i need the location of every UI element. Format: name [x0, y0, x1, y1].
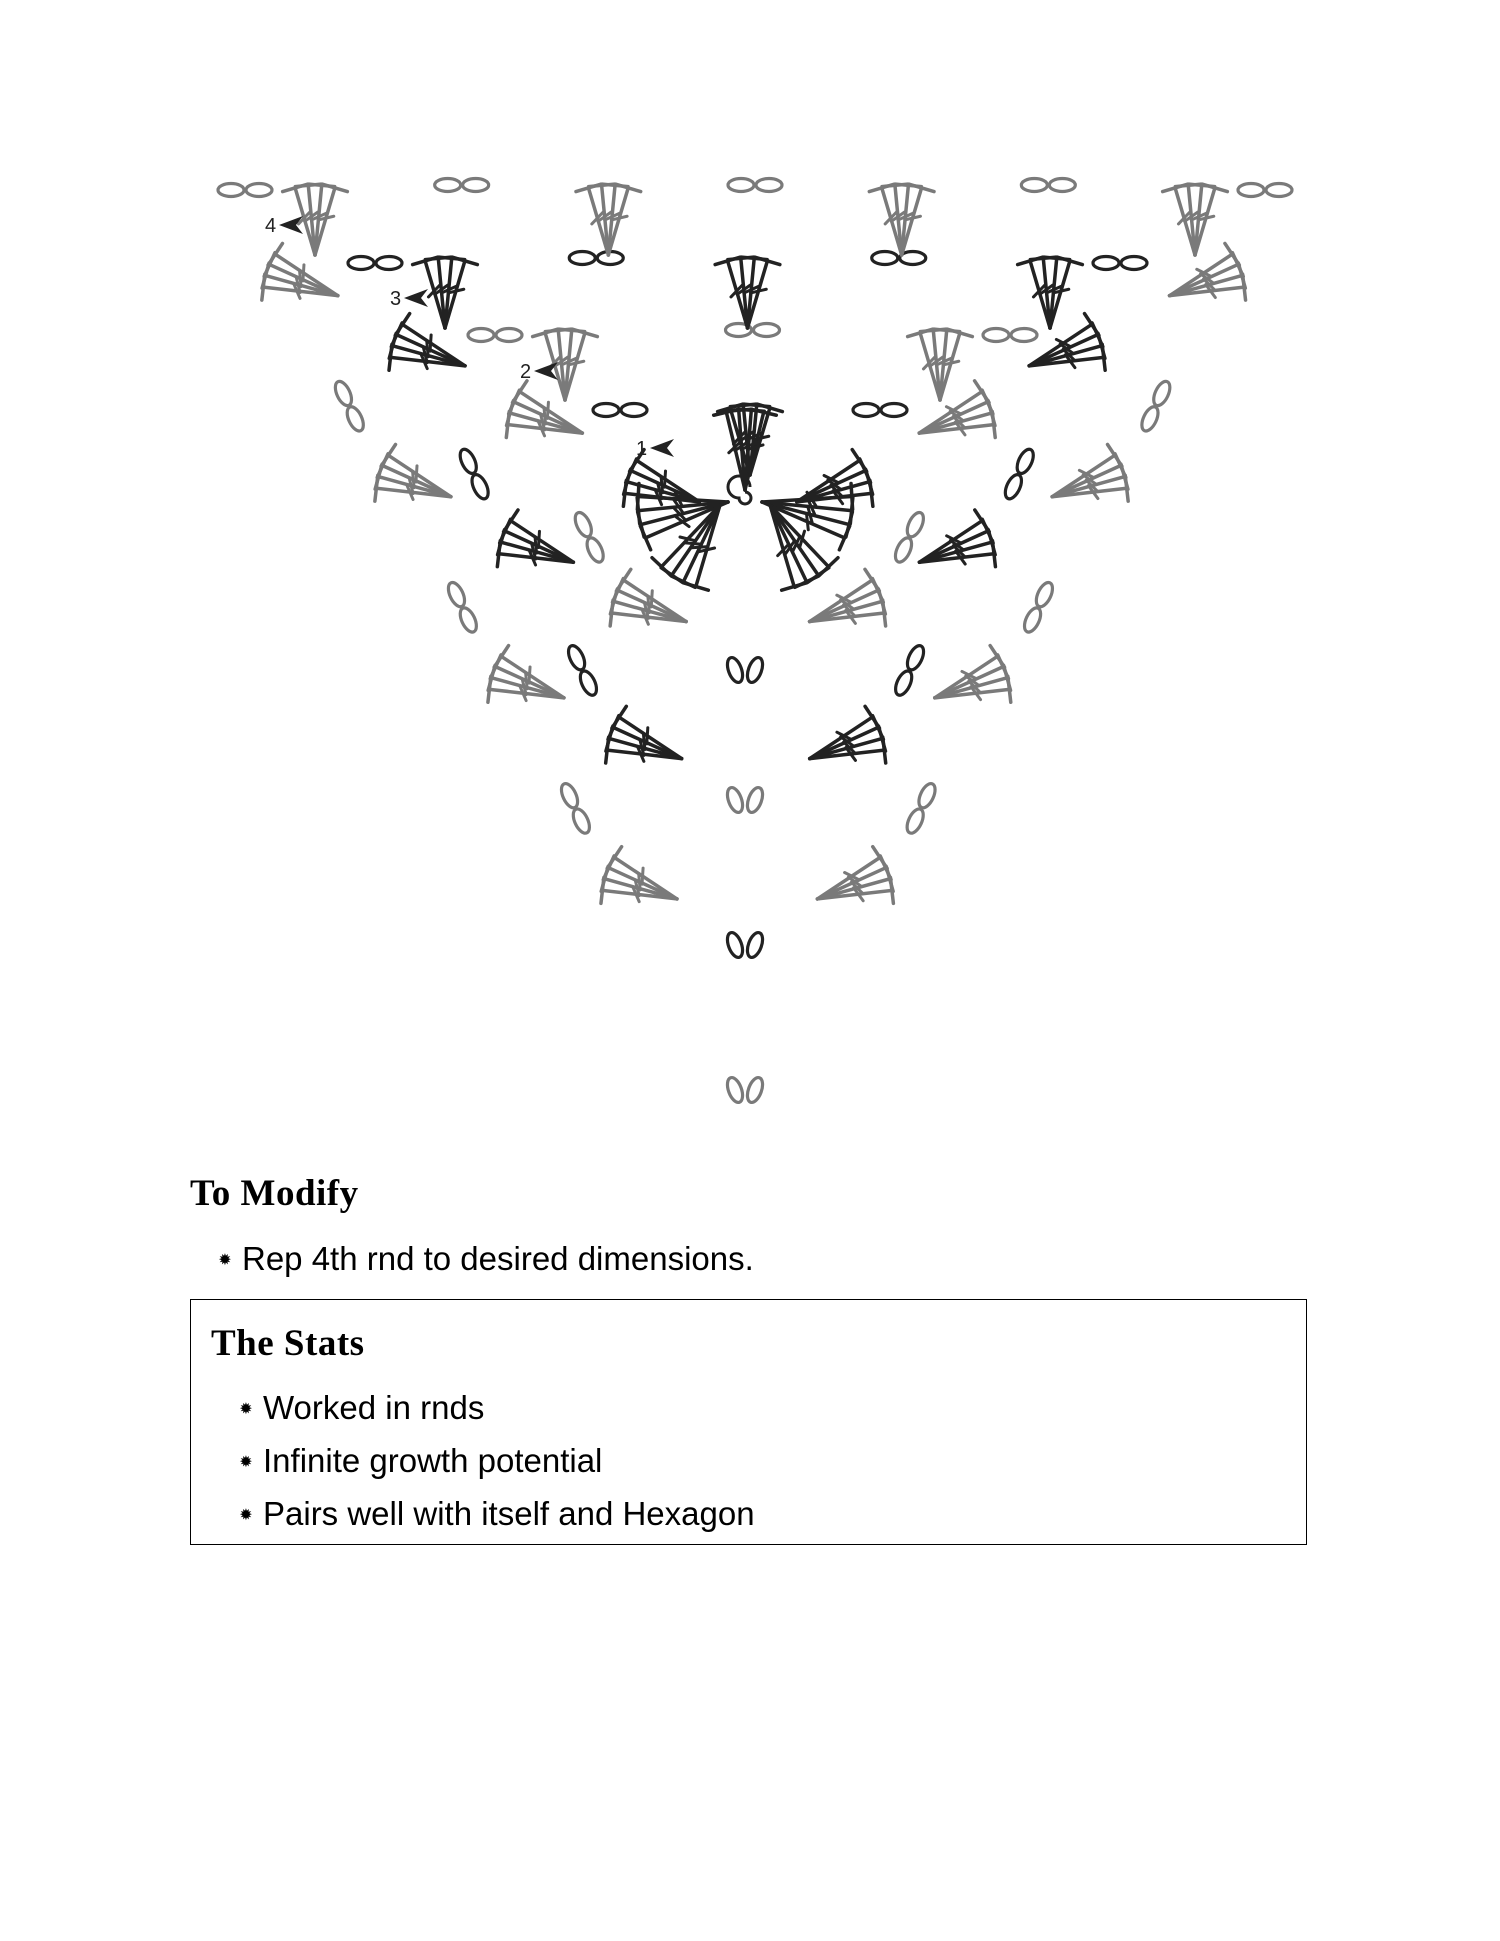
round-label-3 — [390, 288, 428, 310]
stitch-cluster — [606, 706, 682, 763]
chain-stitch — [332, 379, 355, 408]
chain-space — [565, 643, 600, 697]
stats-heading: The Stats — [211, 1323, 365, 1364]
chain-stitch — [1238, 184, 1264, 197]
chain-stitch — [1021, 179, 1047, 192]
stitch-cluster — [1163, 184, 1228, 255]
chain-space — [983, 329, 1037, 342]
chain-stitch — [565, 643, 588, 672]
stitch-cluster — [797, 450, 873, 507]
chain-stitch — [1011, 329, 1037, 342]
chain-space — [569, 252, 623, 265]
chain-space — [348, 257, 402, 270]
chain-stitch — [756, 179, 782, 192]
chain-stitch — [621, 404, 647, 417]
chain-space — [468, 329, 522, 342]
chain-space — [872, 252, 926, 265]
stitch-cluster — [1052, 445, 1128, 502]
asterisk-bullet-icon: ✹ — [239, 1506, 253, 1524]
asterisk-bullet-icon: ✹ — [218, 1251, 232, 1269]
chain-stitch — [577, 669, 600, 698]
chain-stitch — [1033, 580, 1056, 609]
stitch-cluster — [533, 329, 598, 400]
chain-stitch — [744, 656, 765, 685]
chain-stitch — [904, 643, 927, 672]
stitch-cluster — [497, 510, 573, 567]
chain-space — [1002, 447, 1037, 501]
stitch-cluster — [283, 184, 348, 255]
stitch-cluster — [908, 329, 973, 400]
chain-space — [457, 447, 492, 501]
round-number: 1 — [636, 438, 648, 460]
chain-space — [218, 184, 272, 197]
chain-stitch — [904, 510, 927, 539]
chain-space — [892, 643, 927, 697]
stitch-cluster — [375, 445, 451, 502]
chain-space — [1021, 580, 1056, 634]
stats-box — [190, 1299, 1307, 1545]
asterisk-bullet-icon: ✹ — [239, 1400, 253, 1418]
chain-stitch — [496, 329, 522, 342]
round-number: 3 — [390, 288, 402, 310]
chain-space — [572, 510, 607, 564]
corner-chain — [724, 1076, 765, 1105]
chain-stitch — [218, 184, 244, 197]
chain-stitch — [558, 781, 581, 810]
round-label-4 — [265, 215, 303, 237]
chain-stitch — [916, 781, 939, 810]
stitch-cluster — [576, 184, 641, 255]
arrow-icon — [534, 362, 558, 380]
chain-space — [593, 404, 647, 417]
chain-stitch — [376, 257, 402, 270]
chain-stitch — [344, 404, 367, 433]
chain-space — [892, 510, 927, 564]
corner-chain — [724, 656, 765, 685]
chain-space — [728, 179, 782, 192]
stitch-cluster — [869, 184, 934, 255]
chain-stitch — [744, 786, 765, 815]
stitch-cluster — [601, 847, 677, 904]
chain-stitch — [744, 931, 765, 960]
corner-chain — [724, 786, 765, 815]
stitch-cluster — [810, 569, 886, 626]
round-label-2 — [520, 361, 558, 383]
chain-stitch — [348, 257, 374, 270]
chain-space — [726, 324, 780, 337]
chain-stitch — [445, 580, 468, 609]
chain-stitch — [435, 179, 461, 192]
chain-stitch — [584, 535, 607, 564]
list-item — [235, 1487, 755, 1540]
chain-stitch — [1021, 605, 1044, 634]
chain-space — [1238, 184, 1292, 197]
chain-space — [904, 781, 939, 835]
chain-stitch — [1014, 447, 1037, 476]
list-item-text: Worked in rnds — [263, 1389, 485, 1426]
chain-stitch — [469, 472, 492, 501]
chain-stitch — [570, 807, 593, 836]
chain-stitch — [463, 179, 489, 192]
chain-stitch — [754, 324, 780, 337]
chain-stitch — [881, 404, 907, 417]
chain-space — [435, 179, 489, 192]
chain-stitch — [872, 252, 898, 265]
chain-stitch — [904, 807, 927, 836]
chain-stitch — [457, 447, 480, 476]
stitch-cluster — [506, 381, 582, 438]
stitch-cluster — [810, 706, 886, 763]
stitch-cluster — [623, 450, 699, 507]
chain-stitch — [1049, 179, 1075, 192]
list-item — [214, 1232, 754, 1285]
chain-space — [558, 781, 593, 835]
stitch-cluster — [389, 314, 465, 371]
to-modify-list — [214, 1232, 754, 1285]
chain-stitch — [724, 786, 745, 815]
chain-space — [1093, 257, 1147, 270]
round-number: 2 — [520, 361, 532, 383]
chain-stitch — [569, 252, 595, 265]
arrow-icon — [650, 439, 674, 457]
asterisk-bullet-icon: ✹ — [239, 1453, 253, 1471]
chain-space — [332, 379, 367, 433]
chain-space — [853, 404, 907, 417]
chain-stitch — [728, 179, 754, 192]
list-item — [235, 1434, 755, 1487]
chain-space — [1021, 179, 1075, 192]
chain-stitch — [593, 404, 619, 417]
chain-stitch — [572, 510, 595, 539]
chain-stitch — [457, 605, 480, 634]
list-item — [235, 1381, 755, 1434]
chain-stitch — [724, 656, 745, 685]
round-number: 4 — [265, 215, 277, 237]
chain-stitch — [892, 535, 915, 564]
stitch-cluster — [817, 847, 893, 904]
to-modify-heading: To Modify — [190, 1173, 359, 1214]
chain-space — [1139, 379, 1174, 433]
arrow-icon — [404, 289, 428, 307]
stitch-cluster — [262, 243, 338, 300]
stitch-cluster — [919, 381, 995, 438]
list-item-text: Infinite growth potential — [263, 1442, 603, 1479]
round-label-1 — [636, 438, 674, 460]
chain-stitch — [724, 1076, 745, 1105]
chain-stitch — [246, 184, 272, 197]
chain-stitch — [1121, 257, 1147, 270]
chain-stitch — [468, 329, 494, 342]
chain-stitch — [724, 931, 745, 960]
chain-stitch — [1093, 257, 1119, 270]
chain-stitch — [1002, 472, 1025, 501]
chain-stitch — [853, 404, 879, 417]
chain-stitch — [983, 329, 1009, 342]
chain-stitch — [1139, 404, 1162, 433]
chain-stitch — [1266, 184, 1292, 197]
chain-stitch — [744, 1076, 765, 1105]
stitch-cluster — [919, 510, 995, 567]
list-item-text: Rep 4th rnd to desired dimensions. — [242, 1240, 754, 1277]
chain-space — [445, 580, 480, 634]
corner-chain — [724, 931, 765, 960]
chain-stitch — [1150, 379, 1173, 408]
stitch-cluster — [1170, 243, 1246, 300]
stitch-cluster — [488, 646, 564, 703]
chain-stitch — [892, 669, 915, 698]
list-item-text: Pairs well with itself and Hexagon — [263, 1495, 755, 1532]
stitch-cluster — [715, 257, 780, 328]
stitch-cluster — [1029, 314, 1105, 371]
stats-list — [235, 1381, 755, 1540]
stitch-cluster — [1018, 257, 1083, 328]
stitch-cluster — [935, 646, 1011, 703]
